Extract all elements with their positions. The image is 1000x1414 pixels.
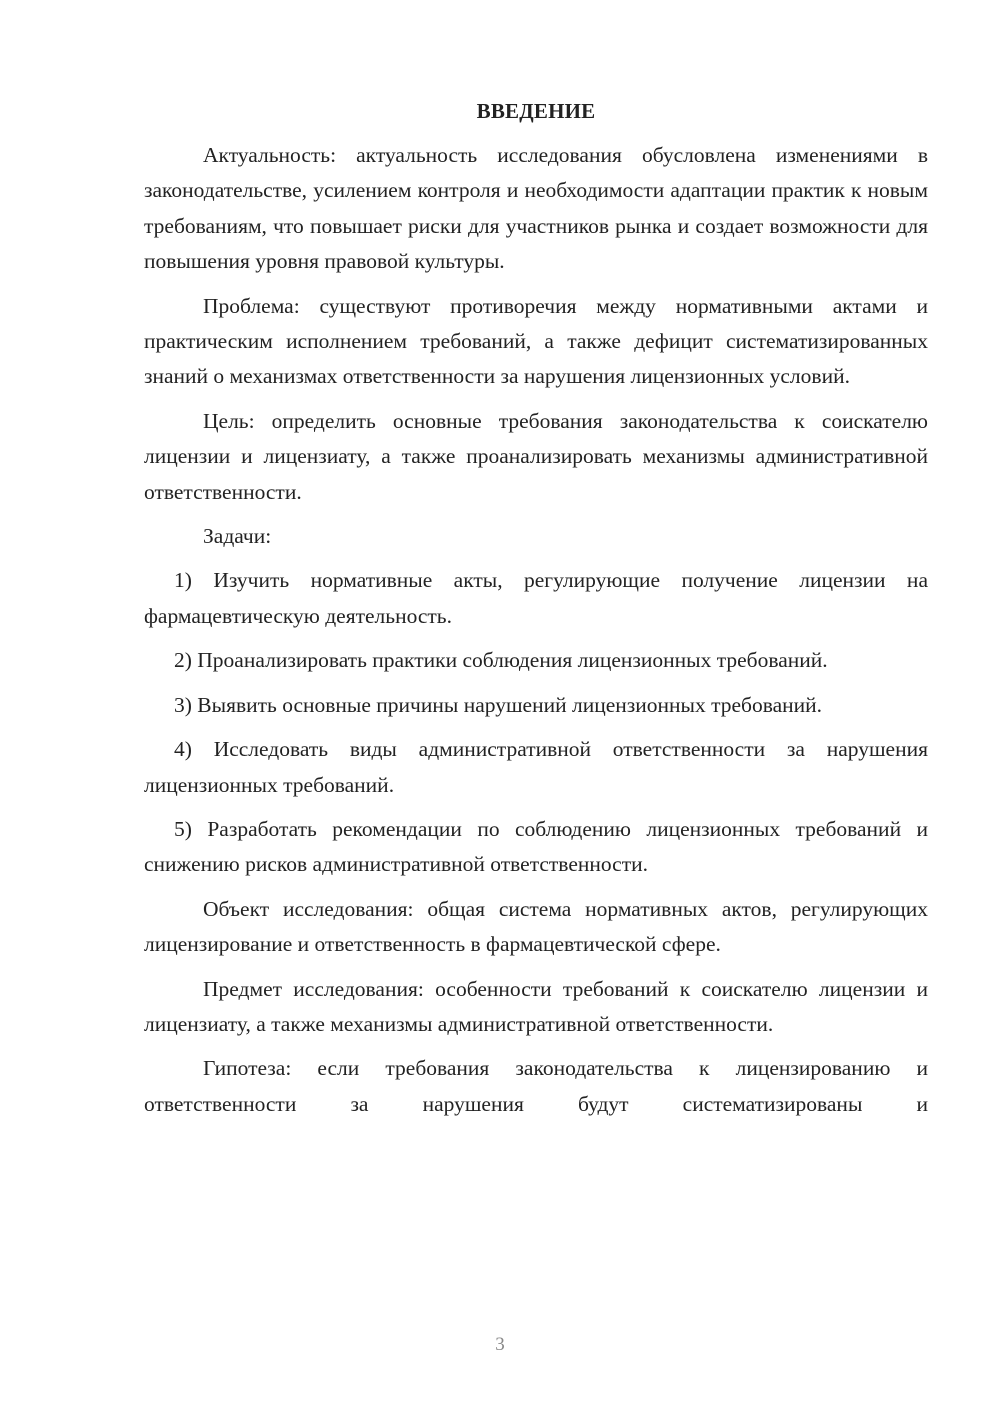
hypothesis-paragraph: Гипотеза: если требования законодательства к лицензированию и ответственности за нарушения будут систематизированы и	[144, 1056, 928, 1116]
page-content	[144, 93, 928, 1122]
subject-paragraph: Предмет исследования: особенности требований к соискателю лицензии и лицензиату, а также механизмы административной ответственности.	[144, 976, 928, 1036]
tasks-heading: Задачи:	[203, 524, 272, 549]
task-item: 3) Выявить основные причины нарушений лицензионных требований.	[174, 692, 823, 717]
task-item: 2) Проанализировать практики соблюдения лицензионных требований.	[174, 648, 828, 673]
task-item: 5) Разработать рекомендации по соблюдению лицензионных требований и снижению рисков административной ответственности.	[144, 816, 928, 877]
relevance-paragraph: Актуальность: актуальность исследования обусловлена изменениями в законодательстве, усилением контроля и необходимости адаптации практик к новым требованиям, что повышает риски для участников рынка и создает возможности для повышения уровня правовой культуры.	[144, 143, 928, 274]
object-paragraph: Объект исследования: общая система нормативных актов, регулирующих лицензирование и ответственность в фармацевтической сфере.	[144, 896, 928, 957]
goal-paragraph: Цель: определить основные требования законодательства к соискателю лицензии и лицензиату, а также проанализировать механизмы административной ответственности.	[144, 408, 928, 504]
section-title: ВВЕДЕНИЕ	[476, 99, 596, 123]
task-item: 4) Исследовать виды административной ответственности за нарушения лицензионных требований.	[144, 737, 928, 797]
task-item: 1) Изучить нормативные акты, регулирующие получение лицензии на фармацевтическую деятельность.	[144, 568, 928, 628]
page-number: 3	[495, 1334, 505, 1355]
problem-paragraph: Проблема: существуют противоречия между нормативными актами и практическим исполнением требований, а также дефицит систематизированных знаний о механизмах ответственности за нарушения лицензионных условий.	[144, 293, 928, 389]
